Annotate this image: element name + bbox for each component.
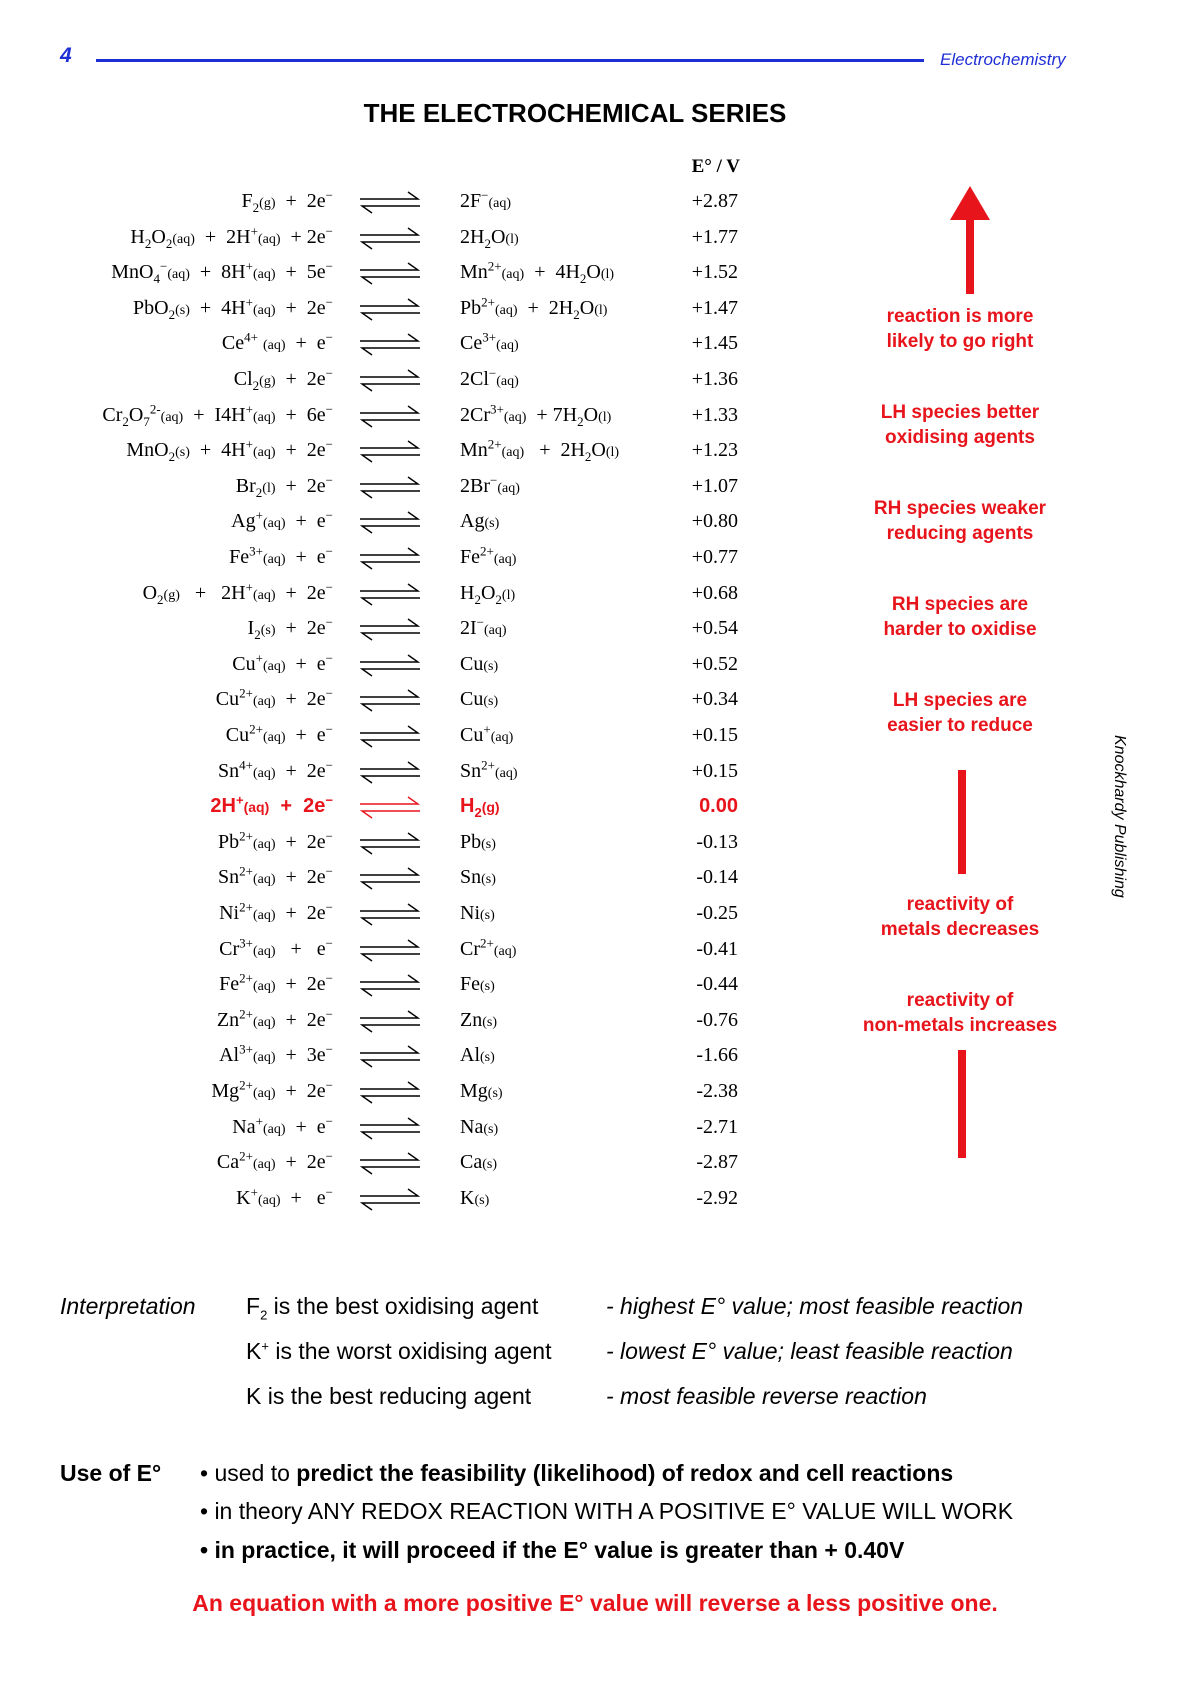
interpretation-reason: - most feasible reverse reaction	[606, 1383, 927, 1409]
reaction-row	[0, 222, 760, 256]
final-statement: An equation with a more positive E° value will reverse a less positive one.	[192, 1590, 998, 1616]
reaction-row	[0, 1040, 760, 1074]
reactant-side: $F_2(g) + 2e^-$	[241, 187, 333, 215]
e-column-header: E° / V	[691, 156, 740, 177]
electrode-potential: -0.76	[696, 1008, 738, 1031]
equilibrium-arrow-icon	[358, 225, 422, 251]
product-side: K(s)	[460, 1186, 490, 1209]
product-side: Pb(s)	[460, 830, 496, 853]
product-side: 2Br−(aq)	[460, 472, 520, 497]
interpretation-statement: K is the best reducing agent	[246, 1383, 532, 1409]
equilibrium-arrow-icon	[358, 616, 422, 642]
side-note: reaction is more likely to go right	[886, 306, 1034, 352]
product-side: Na(s)	[460, 1115, 499, 1138]
electrode-potential: -0.13	[696, 830, 738, 853]
interpretation-reason: - highest E° value; most feasible reaction	[606, 1293, 1024, 1319]
header-rule	[96, 59, 924, 62]
product-side: Cu(s)	[460, 688, 499, 711]
product-side: Al(s)	[460, 1044, 495, 1067]
equilibrium-arrow-icon	[358, 1043, 422, 1069]
page-number: 4	[60, 44, 72, 67]
product-side: $H_2(g)$	[460, 795, 500, 821]
equilibrium-arrow-icon	[358, 403, 422, 429]
side-note: LH species are easier to reduce	[887, 690, 1033, 736]
page-title: THE ELECTROCHEMICAL SERIES	[363, 98, 787, 128]
reaction-row	[0, 364, 760, 398]
equilibrium-arrow-icon	[358, 723, 422, 749]
electrode-potential: +1.52	[691, 261, 738, 284]
electrode-potential: +1.47	[691, 296, 738, 319]
product-side: Mg(s)	[460, 1080, 503, 1102]
equilibrium-arrow-icon	[358, 509, 422, 535]
product-side: $2H_2O(l)$	[460, 225, 519, 251]
reaction-row	[0, 791, 760, 825]
equilibrium-arrow-icon	[358, 581, 422, 607]
product-side: Ca(s)	[460, 1151, 497, 1174]
reaction-row	[0, 720, 760, 754]
reaction-row	[0, 862, 760, 896]
equilibrium-arrow-icon	[358, 367, 422, 393]
reaction-row	[0, 1112, 760, 1146]
product-side: $Cr^{2+}(aq)$	[460, 934, 517, 960]
reaction-row	[0, 898, 760, 932]
electrode-potential: +1.23	[691, 439, 738, 462]
side-note: reactivity of metals decreases	[880, 894, 1040, 940]
product-side: Sn(s)	[460, 866, 496, 889]
interpretation-statement: $F_2$ is the best oxidising agent	[246, 1293, 539, 1323]
electrode-potential: +1.77	[691, 225, 738, 248]
side-note: RH species weaker reducing agents	[873, 498, 1047, 544]
reactant-side: K+(aq) + e−	[236, 1184, 333, 1209]
reactant-side: $O_2(g) + 2H^+(aq) + 2e^-$	[142, 578, 333, 607]
product-side: $Mn^{2+}(aq) + 2H_2O(l)$	[460, 436, 620, 465]
electrode-potential: +2.87	[691, 190, 738, 212]
reaction-row	[0, 293, 760, 327]
product-side: $2Cr^{3+}(aq) + 7H_2O(l)$	[460, 400, 612, 429]
reactant-side: PbO$_2$(s) + 4H+(aq) + 2e−	[133, 294, 333, 322]
electrode-potential: -0.14	[696, 866, 738, 889]
reactant-side: MnO$_2$(s) + 4H+(aq) + 2e−	[126, 436, 333, 465]
electrode-potential: +0.80	[691, 510, 738, 533]
reactant-side: $Ni^{2+}(aq) + 2e^-$	[219, 899, 333, 924]
use-line-3: • in practice, it will proceed if the E° value is greater than + 0.40V	[200, 1537, 905, 1563]
side-note: RH species are harder to oxidise	[883, 594, 1037, 640]
electrode-potential: +1.33	[691, 403, 738, 426]
interpretation-label: Interpretation	[60, 1293, 196, 1319]
equilibrium-arrow-icon	[358, 545, 422, 571]
electrode-potential: +0.54	[691, 617, 738, 640]
product-side: $Sn^{2+}(aq)$	[460, 756, 518, 782]
reaction-row	[0, 471, 760, 505]
reactant-side: 2H+(aq) + 2e−	[210, 792, 333, 818]
reactant-side: $Al^{3+}(aq) + 3e^-$	[219, 1041, 333, 1067]
reaction-row	[0, 684, 760, 718]
reactant-side: $Cr_2O_7^{2-}(aq) + I4H^+(aq) + 6e^-$	[102, 400, 333, 429]
reaction-row	[0, 1147, 760, 1181]
reactant-side: Cu+(aq) + e−	[232, 650, 333, 675]
product-side: 2F−(aq)	[460, 187, 512, 212]
reactant-side: Ag+(aq) + e−	[231, 507, 333, 533]
reaction-row	[0, 613, 760, 647]
reactant-side: $Fe^{2+}(aq) + 2e^-$	[219, 970, 333, 996]
up-arrow-icon	[950, 186, 990, 296]
reactant-side: $Zn^{2+}(aq) + 2e^-$	[216, 1006, 333, 1031]
electrode-potential: +0.68	[691, 581, 738, 604]
equilibrium-arrow-icon	[358, 296, 422, 322]
electrode-potential: -2.38	[696, 1080, 738, 1102]
reactant-side: $Sn^{4+}(aq) + 2e^-$	[217, 756, 333, 782]
reaction-row	[0, 400, 760, 434]
electrode-potential: -1.66	[696, 1044, 738, 1067]
reaction-row	[0, 328, 760, 362]
reactant-side: $Ce^{4+}$ (aq) + e−	[221, 329, 333, 355]
equilibrium-arrow-icon	[358, 1008, 422, 1034]
reaction-row	[0, 827, 760, 861]
electrode-potential: +1.07	[691, 474, 738, 497]
electrode-potential: +0.15	[691, 724, 738, 746]
reaction-row	[0, 1183, 760, 1217]
running-title: Electrochemistry	[940, 50, 1066, 69]
product-side: $Mn^{2+}(aq) + 4H_2O(l)$	[460, 258, 615, 287]
reaction-row	[0, 934, 760, 968]
reactant-side: $Cu^{2+}(aq) + 2e^-$	[215, 685, 333, 711]
reactant-side: $H_2O_2(aq) + 2H^+(aq) + 2e^-$	[130, 222, 333, 251]
equilibrium-arrow-icon	[358, 1186, 422, 1212]
equilibrium-arrow-icon	[358, 794, 422, 820]
reaction-row	[0, 1005, 760, 1039]
reactant-side: $Sn^{2+}(aq) + 2e^-$	[217, 863, 333, 889]
electrode-potential: +0.77	[691, 546, 738, 568]
reaction-row	[0, 1076, 760, 1110]
product-side: 2Cl−(aq)	[460, 365, 519, 390]
equilibrium-arrow-icon	[358, 901, 422, 927]
equilibrium-arrow-icon	[358, 331, 422, 357]
publisher-credit: Knockhardy Publishing	[1111, 735, 1128, 898]
product-side: 2I−(aq)	[460, 614, 507, 640]
equilibrium-arrow-icon	[358, 830, 422, 856]
equilibrium-arrow-icon	[358, 1079, 422, 1105]
equilibrium-arrow-icon	[358, 1115, 422, 1141]
reactant-side: $I_2(s) + 2e^-$	[247, 614, 333, 643]
equilibrium-arrow-icon	[358, 189, 422, 215]
reaction-row	[0, 649, 760, 683]
reaction-row	[0, 257, 760, 291]
electrode-potential: +1.45	[691, 332, 738, 355]
equilibrium-arrow-icon	[358, 687, 422, 713]
electrode-potential: +0.52	[691, 652, 738, 675]
equilibrium-arrow-icon	[358, 1150, 422, 1176]
product-side: Ag(s)	[460, 510, 500, 533]
electrode-potential: +0.15	[691, 759, 738, 782]
reaction-row	[0, 578, 760, 612]
reaction-row	[0, 506, 760, 540]
product-side: $Ce^{3+}(aq)$	[460, 329, 519, 355]
equilibrium-arrow-icon	[358, 972, 422, 998]
product-side: Cu+(aq)	[460, 721, 514, 746]
reactant-side: $Pb^{2+}(aq) + 2e^-$	[217, 828, 333, 853]
product-side: $Fe^{2+}(aq)$	[460, 543, 517, 568]
equilibrium-arrow-icon	[358, 937, 422, 963]
electrode-potential: -2.71	[696, 1115, 738, 1138]
reactivity-bar-bottom	[958, 1050, 966, 1158]
product-side: Ni(s)	[460, 902, 495, 924]
reactant-side: $Cu^{2+}(aq) + e^-$	[225, 721, 333, 746]
use-label: Use of E°	[60, 1460, 162, 1486]
reactant-side: $Ca^{2+}(aq) + 2e^-$	[216, 1148, 333, 1174]
reactant-side: $Fe^{3+}(aq) + e^-$	[229, 543, 333, 568]
equilibrium-arrow-icon	[358, 865, 422, 891]
electrode-potential: 0.00	[699, 795, 738, 818]
electrode-potential: +0.34	[691, 688, 738, 711]
side-note: LH species better oxidising agents	[880, 402, 1040, 448]
product-side: $H_2O_2(l)$	[460, 581, 516, 607]
reaction-row	[0, 542, 760, 576]
equilibrium-arrow-icon	[358, 759, 422, 785]
use-line-2: • in theory ANY REDOX REACTION WITH A POSITIVE E° VALUE WILL WORK	[200, 1498, 1014, 1524]
reactant-side: $Mg^{2+}(aq) + 2e^-$	[211, 1077, 333, 1102]
electrode-potential: -2.92	[696, 1186, 738, 1209]
product-side: $Pb^{2+}(aq) + 2H_2O(l)$	[460, 294, 608, 322]
electrode-potential: -2.87	[696, 1151, 738, 1174]
reactant-side: $Cl_2(g) + 2e^-$	[233, 365, 333, 393]
reactant-side: Na+(aq) + e−	[232, 1112, 333, 1138]
equilibrium-arrow-icon	[358, 260, 422, 286]
interpretation-reason: - lowest E° value; least feasible reaction	[606, 1338, 1013, 1364]
product-side: Zn(s)	[460, 1008, 497, 1031]
reaction-row	[0, 969, 760, 1003]
reactivity-bar-top	[958, 770, 966, 874]
reaction-row	[0, 435, 760, 469]
product-side: Fe(s)	[460, 973, 495, 996]
electrode-potential: -0.25	[696, 902, 738, 924]
electrode-potential: -0.44	[696, 973, 738, 996]
reactant-side: $Br_2(l) + 2e^-$	[235, 472, 333, 500]
equilibrium-arrow-icon	[358, 438, 422, 464]
reaction-row	[0, 756, 760, 790]
equilibrium-arrow-icon	[358, 474, 422, 500]
reactant-side: MnO$_4$−(aq) + 8H+(aq) + 5e−	[111, 258, 333, 287]
side-note: reactivity of non-metals increases	[862, 990, 1058, 1036]
use-line-1: • used to predict the feasibility (likelihood) of redox and cell reactions	[200, 1460, 954, 1486]
interpretation-statement: K+ is the worst oxidising agent	[246, 1338, 552, 1364]
electrode-potential: -0.41	[696, 937, 738, 960]
reaction-row	[0, 186, 760, 220]
electrode-potential: +1.36	[691, 368, 738, 390]
equilibrium-arrow-icon	[358, 652, 422, 678]
reactant-side: $Cr^{3+}(aq) + e^-$	[219, 934, 333, 960]
product-side: Cu(s)	[460, 652, 499, 675]
